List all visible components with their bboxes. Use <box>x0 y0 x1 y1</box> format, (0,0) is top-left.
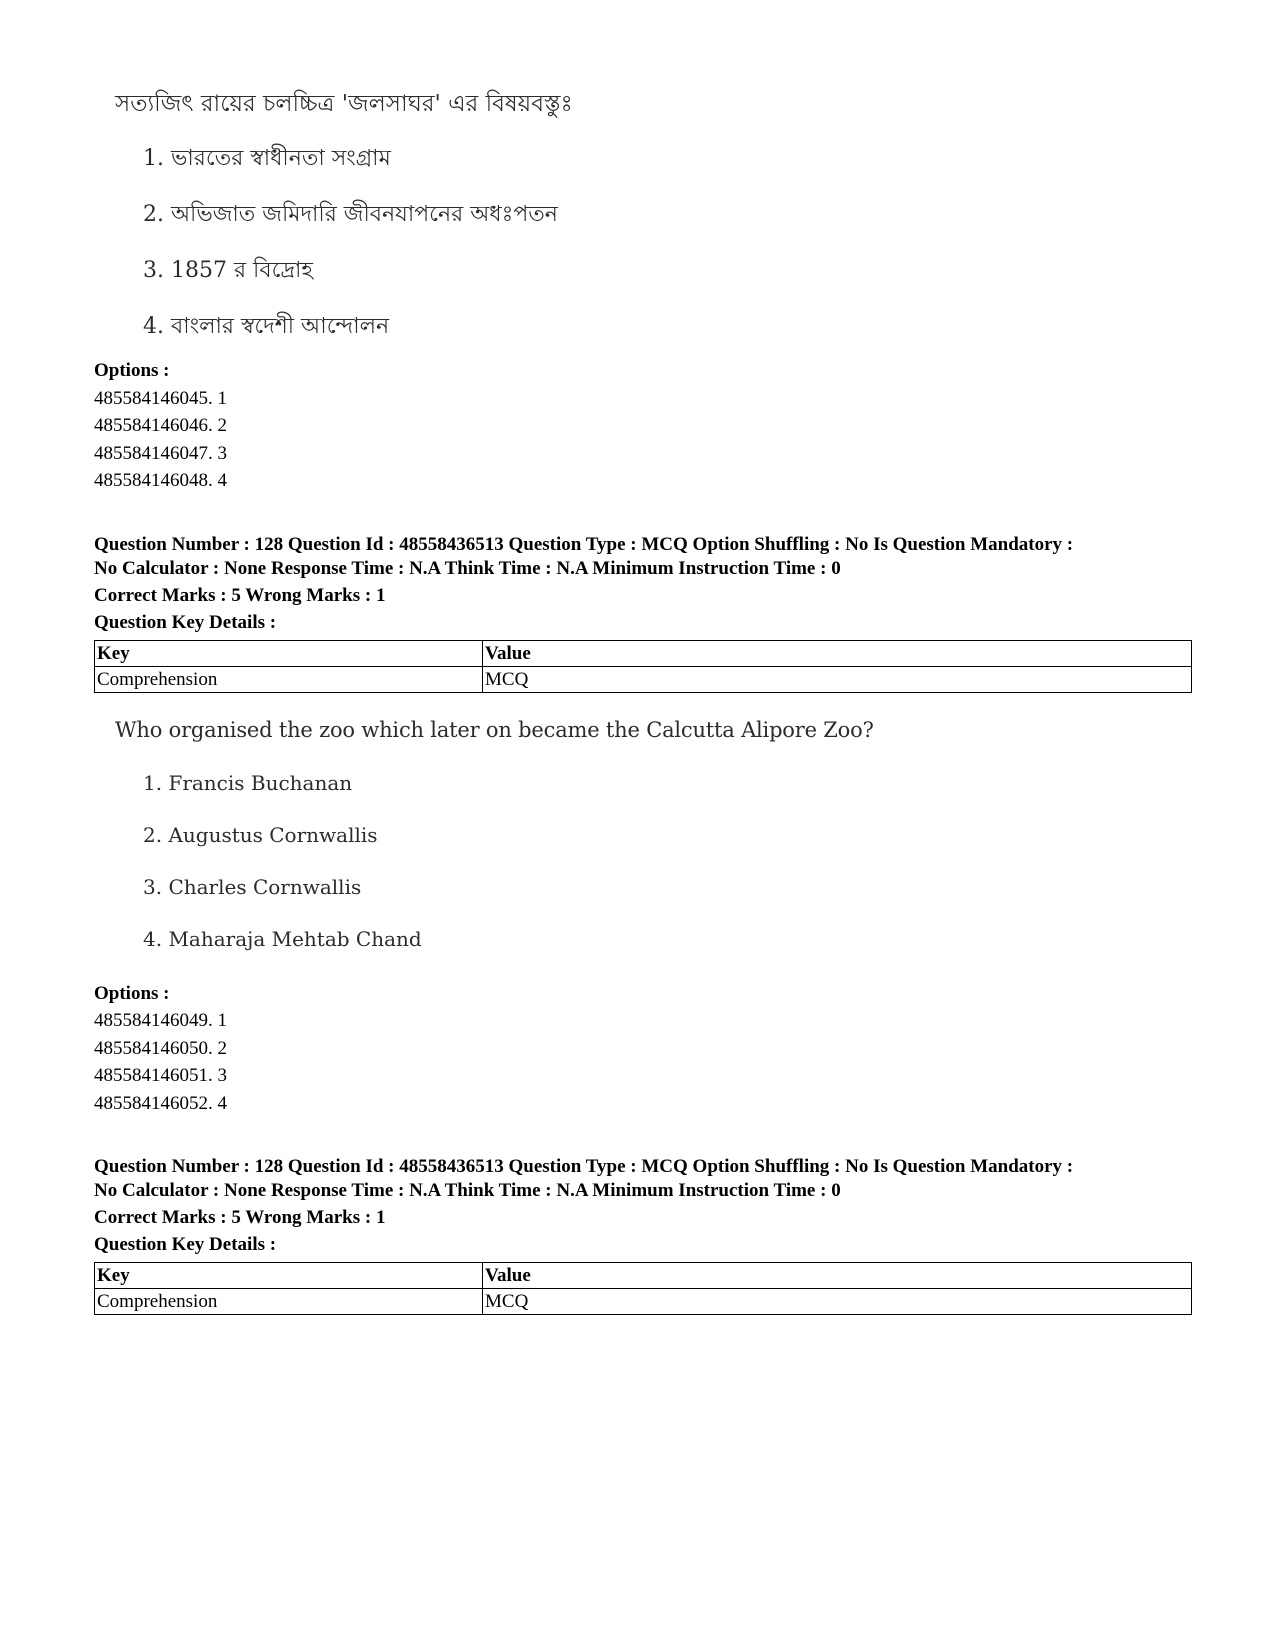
option-item: 485584146045. 1 <box>94 388 227 409</box>
option-item: 485584146047. 3 <box>94 443 227 464</box>
question-text: সত্যজিৎ রায়ের চলচ্চিত্র 'জলসাঘর' এর বিষয়বস্তুঃ <box>115 91 573 117</box>
table-header-cell: Key <box>95 641 483 667</box>
question-option: 3. Charles Cornwallis <box>143 875 362 899</box>
question-meta-line: Question Number : 128 Question Id : 48558436513 Question Type : MCQ Option Shuffling : No Is Question Mandatory : <box>94 534 1074 555</box>
question-option: 1. Francis Buchanan <box>143 771 353 795</box>
key-details-table <box>94 640 1192 693</box>
question-option: 4. বাংলার স্বদেশী আন্দোলন <box>143 314 390 339</box>
marks-line: Correct Marks : 5 Wrong Marks : 1 <box>94 585 386 606</box>
question-option: 3. 1857 র বিদ্রোহ <box>143 258 313 283</box>
question-image-bengali <box>115 85 715 355</box>
option-item: 485584146050. 2 <box>94 1038 227 1059</box>
table-cell: MCQ <box>483 1289 1192 1315</box>
question-option: 4. Maharaja Mehtab Chand <box>143 927 422 951</box>
question-meta-line: Question Number : 128 Question Id : 48558436513 Question Type : MCQ Option Shuffling : No Is Question Mandatory : <box>94 1156 1074 1177</box>
key-details-table <box>94 1262 1192 1315</box>
key-details-label: Question Key Details : <box>94 1234 277 1255</box>
question-meta <box>94 533 1194 581</box>
table-header-cell: Key <box>95 1263 483 1289</box>
table-header-row <box>95 1263 1192 1289</box>
table-cell: MCQ <box>483 667 1192 693</box>
question-image-english <box>115 718 874 988</box>
table-row <box>95 667 1192 693</box>
question-option: 2. Augustus Cornwallis <box>143 823 378 847</box>
option-item: 485584146049. 1 <box>94 1010 227 1031</box>
option-item: 485584146048. 4 <box>94 470 227 491</box>
question-option: 1. ভারতের স্বাধীনতা সংগ্রাম <box>143 146 391 171</box>
table-header-cell: Value <box>483 641 1192 667</box>
table-header-cell: Value <box>483 1263 1192 1289</box>
question-meta-line: No Calculator : None Response Time : N.A Think Time : N.A Minimum Instruction Time : 0 <box>94 1180 841 1201</box>
question-meta <box>94 1155 1194 1203</box>
option-item: 485584146046. 2 <box>94 415 227 436</box>
option-item: 485584146052. 4 <box>94 1093 227 1114</box>
table-header-row <box>95 641 1192 667</box>
options-label: Options : <box>94 983 170 1004</box>
option-item: 485584146051. 3 <box>94 1065 227 1086</box>
table-cell: Comprehension <box>95 667 483 693</box>
table-row <box>95 1289 1192 1315</box>
question-text: Who organised the zoo which later on became the Calcutta Alipore Zoo? <box>115 718 874 742</box>
question-option: 2. অভিজাত জমিদারি জীবনযাপনের অধঃপতন <box>143 202 558 227</box>
marks-line: Correct Marks : 5 Wrong Marks : 1 <box>94 1207 386 1228</box>
key-details-label: Question Key Details : <box>94 612 277 633</box>
question-meta-line: No Calculator : None Response Time : N.A Think Time : N.A Minimum Instruction Time : 0 <box>94 558 841 579</box>
options-label: Options : <box>94 360 170 381</box>
table-cell: Comprehension <box>95 1289 483 1315</box>
